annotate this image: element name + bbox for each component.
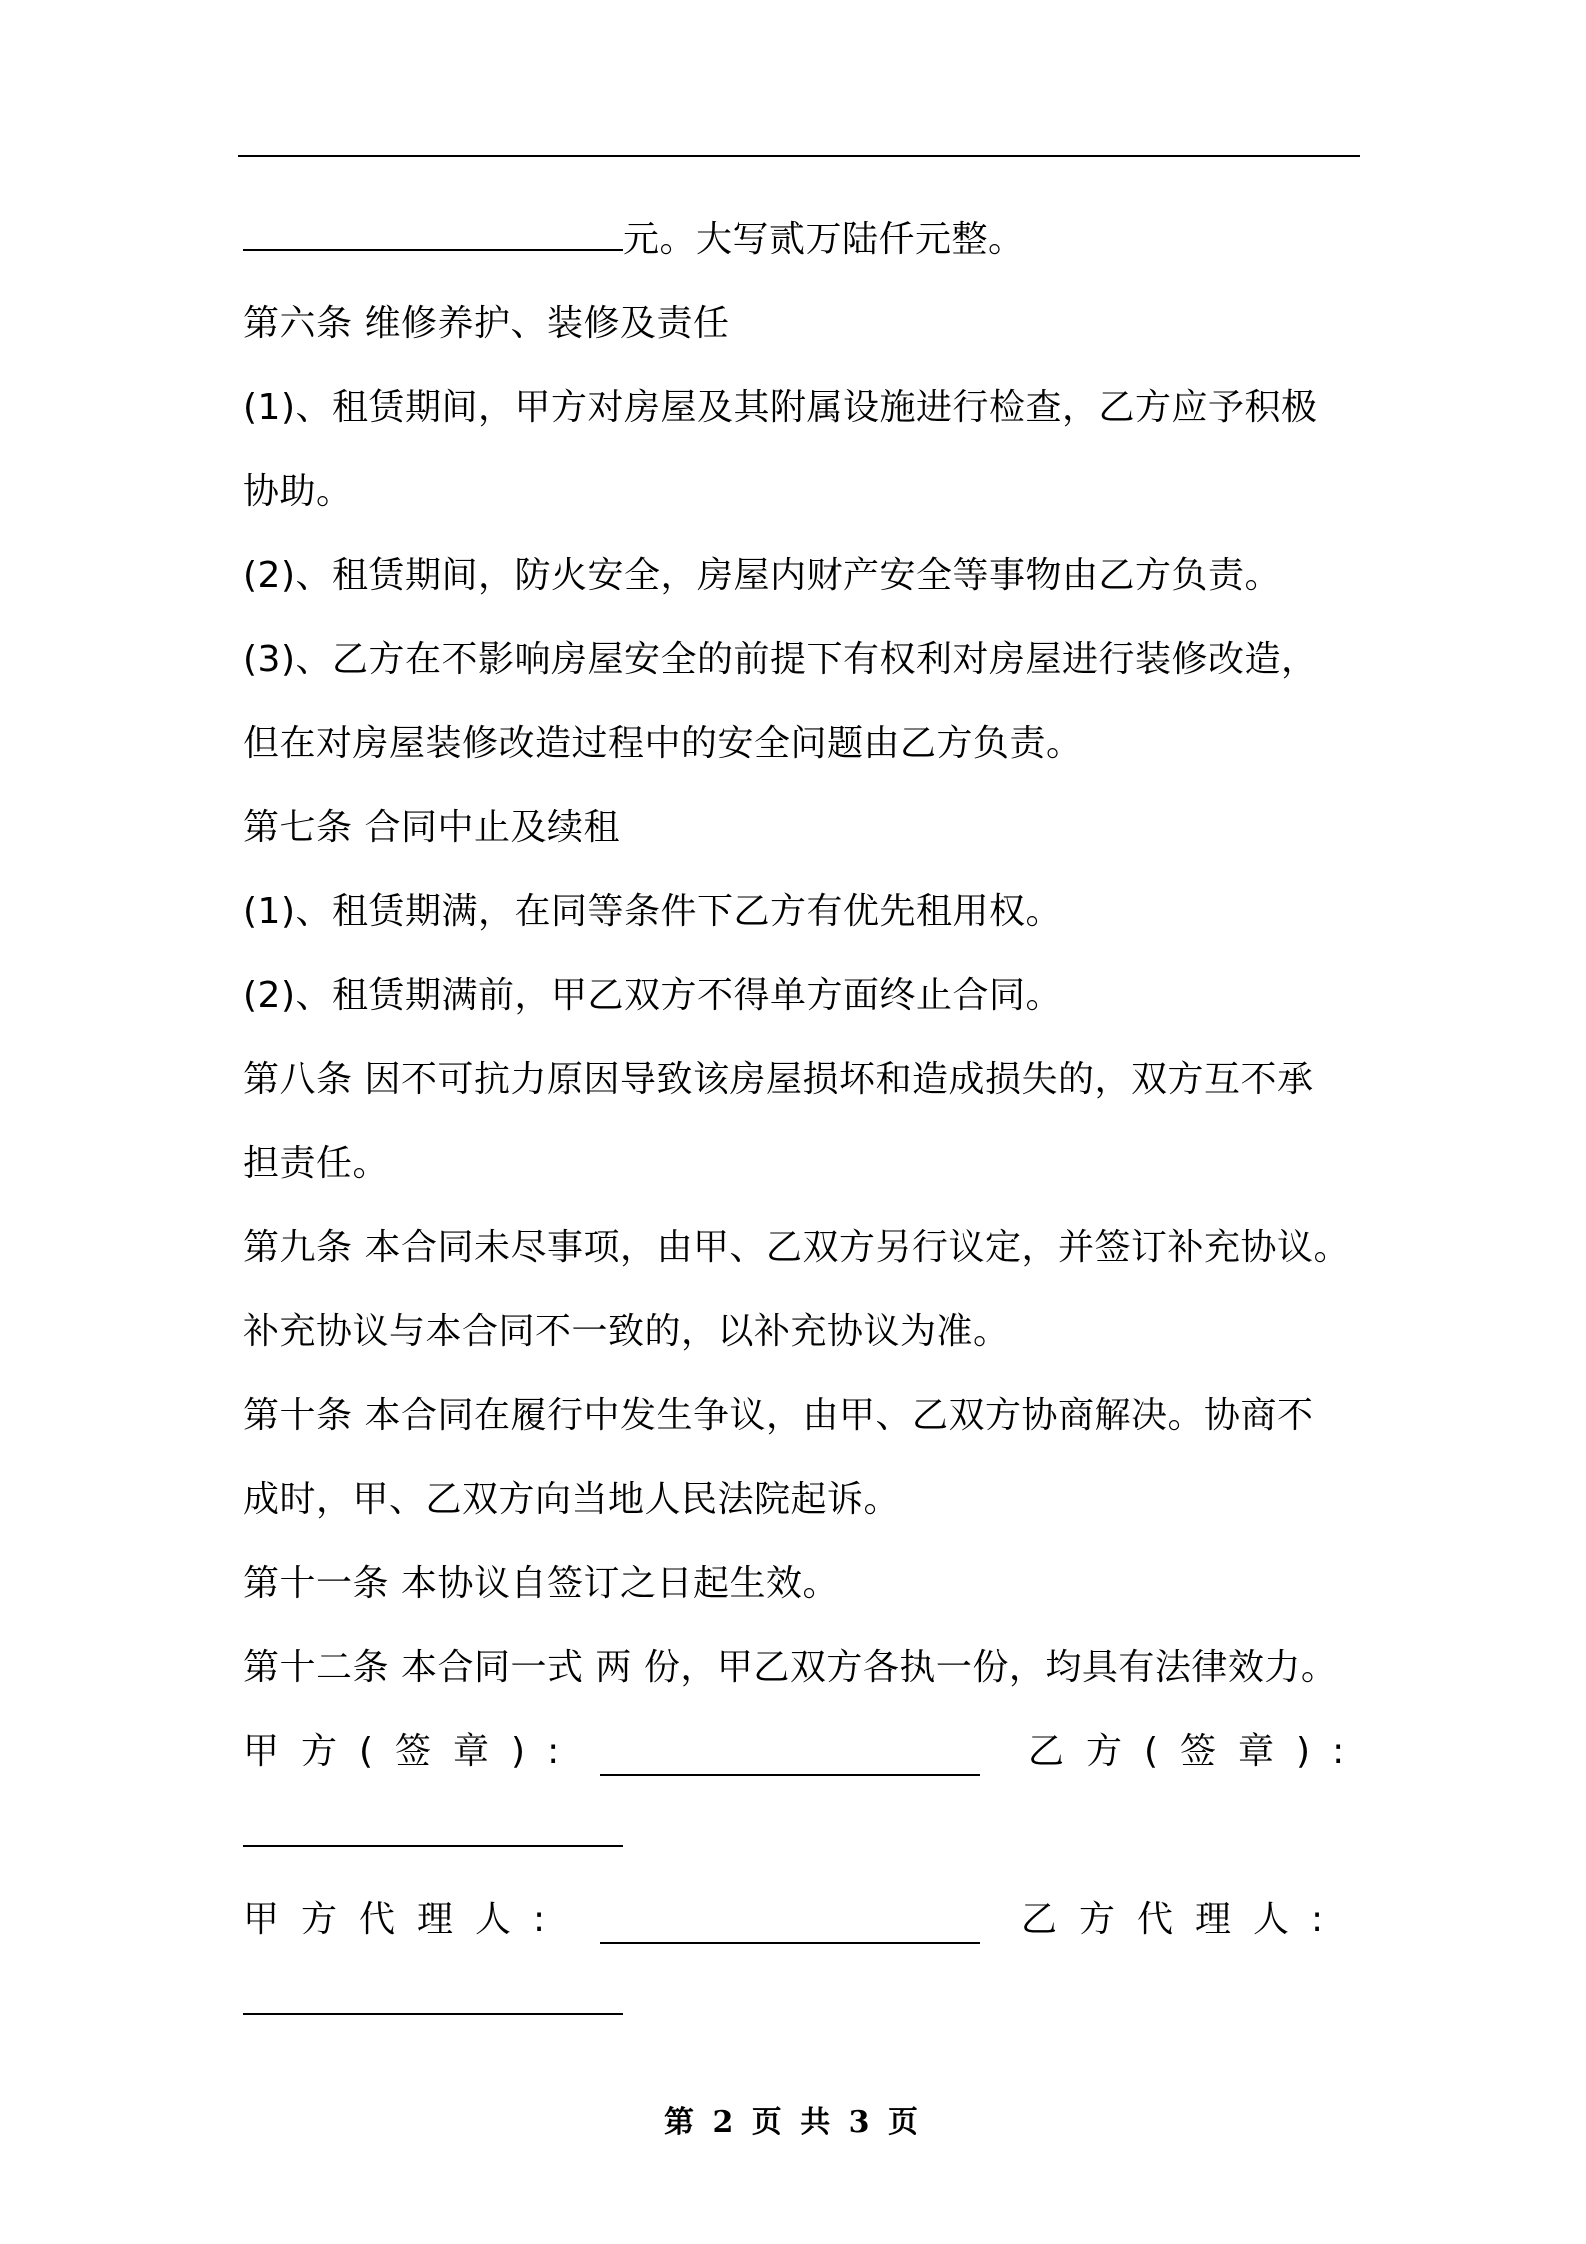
party-a-agent-blank	[600, 1896, 980, 1944]
contract-line: (1)、租赁期满，在同等条件下乙方有优先租用权。	[243, 891, 1062, 932]
fill-in-blank	[243, 203, 623, 251]
header-rule	[238, 155, 1360, 157]
contract-line: 担责任。	[243, 1143, 390, 1184]
article-11: 第十一条 本协议自签订之日起生效。	[243, 1563, 839, 1604]
article-10: 第十条 本合同在履行中发生争议，由甲、乙双方协商解决。协商不	[243, 1395, 1314, 1436]
party-b-seal-blank	[243, 1799, 623, 1847]
page-indicator: 第 2 页 共 3 页	[664, 2105, 922, 2140]
article-9: 第九条 本合同未尽事项，由甲、乙双方另行议定，并签订补充协议。	[243, 1227, 1350, 1268]
contract-line: (2)、租赁期间，防火安全，房屋内财产安全等事物由乙方负责。	[243, 555, 1281, 596]
contract-line: 补充协议与本合同不一致的，以补充协议为准。	[243, 1311, 1010, 1352]
contract-line: (2)、租赁期满前，甲乙双方不得单方面终止合同。	[243, 975, 1062, 1016]
contract-line: (3)、乙方在不影响房屋安全的前提下有权利对房屋进行装修改造，	[243, 639, 1318, 680]
party-b-agent-label: 乙方代理人:	[1021, 1899, 1346, 1940]
contract-line-rent-amount	[243, 198, 1383, 282]
contract-line: 协助。	[243, 471, 353, 512]
party-a-seal-label: 甲方(签章):	[243, 1731, 582, 1772]
agent-signature-row	[243, 1878, 1383, 1962]
party-a-agent-label: 甲方代理人:	[243, 1899, 568, 1940]
contract-line: 成时，甲、乙双方向当地人民法院起诉。	[243, 1479, 901, 1520]
party-b-seal-label: 乙方(签章):	[1028, 1731, 1367, 1772]
seal-signature-row	[243, 1710, 1383, 1794]
party-b-seal-blank-row	[243, 1794, 1383, 1878]
party-b-agent-blank-row	[243, 1962, 1383, 2046]
contract-body	[243, 198, 1383, 2046]
article-12: 第十二条 本合同一式 两 份，甲乙双方各执一份，均具有法律效力。	[243, 1647, 1338, 1688]
article-7-heading: 第七条 合同中止及续租	[243, 807, 620, 848]
party-b-agent-blank	[243, 1967, 623, 2015]
contract-line: 但在对房屋装修改造过程中的安全问题由乙方负责。	[243, 723, 1083, 764]
article-8: 第八条 因不可抗力原因导致该房屋损坏和造成损失的，双方互不承	[243, 1059, 1314, 1100]
contract-line: (1)、租赁期间，甲方对房屋及其附属设施进行检查，乙方应予积极	[243, 387, 1318, 428]
line-text: 元。大写贰万陆仟元整。	[623, 219, 1025, 260]
article-6-heading: 第六条 维修养护、装修及责任	[243, 303, 730, 344]
party-a-seal-blank	[600, 1728, 980, 1776]
